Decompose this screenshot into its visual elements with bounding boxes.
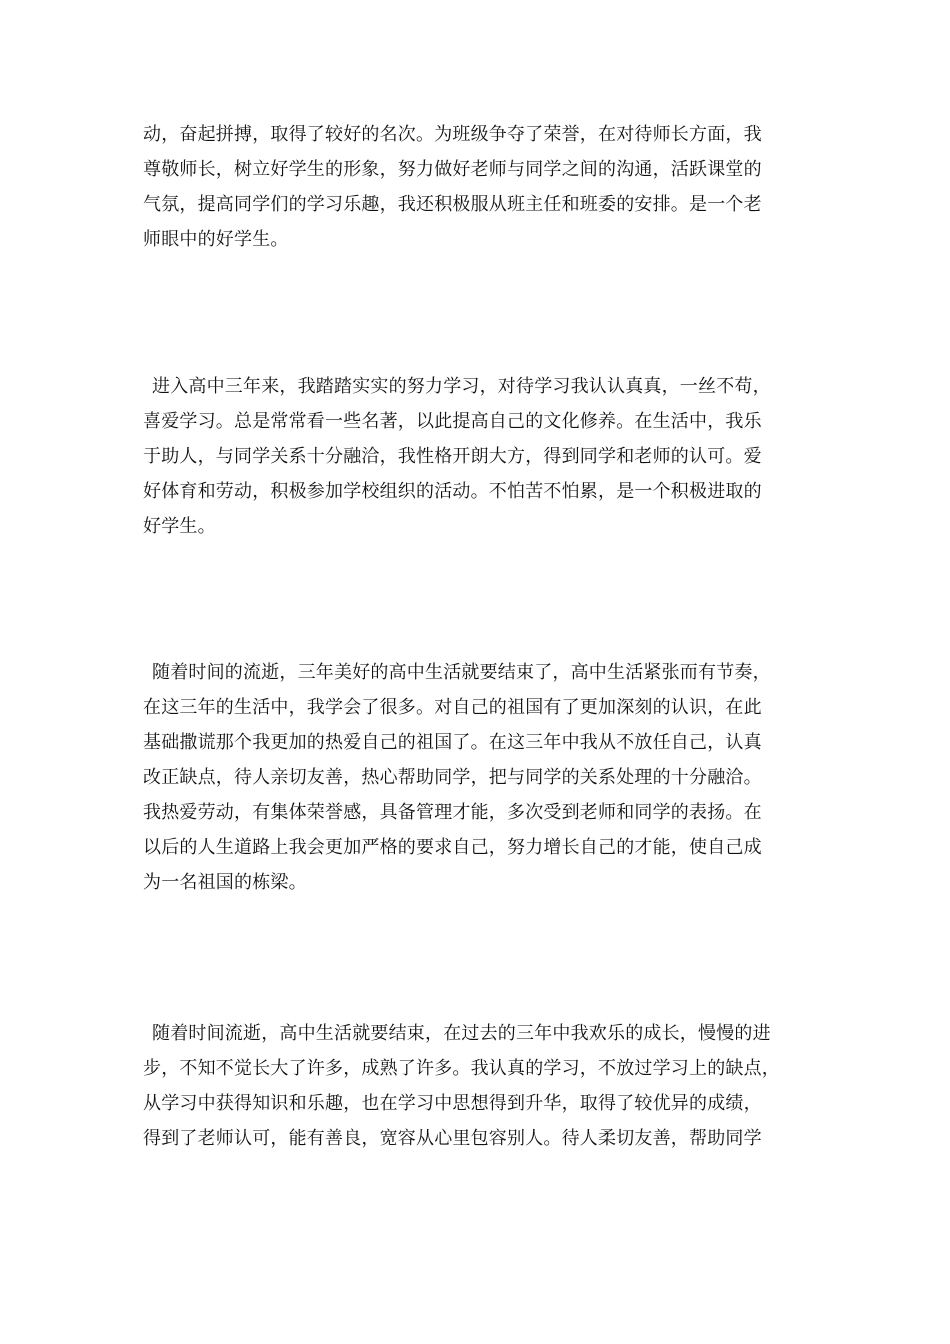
paragraph-line: 随着时间流逝，高中生活就要结束，在过去的三年中我欢乐的成长，慢慢的进 — [152, 1023, 771, 1044]
paragraph-line: 动，奋起拼搏，取得了较好的名次。为班级争夺了荣誉，在对待师长方面，我 — [143, 124, 762, 145]
paragraph-1 — [143, 117, 823, 257]
paragraph-line: 以后的人生道路上我会更加严格的要求自己，努力增长自己的才能，使自己成 — [143, 837, 762, 858]
paragraph-line: 我热爱劳动，有集体荣誉感，具备管理才能，多次受到老师和同学的表扬。在 — [143, 802, 762, 823]
paragraph-line: 进入高中三年来，我踏踏实实的努力学习，对待学习我认认真真，一丝不苟， — [152, 376, 771, 397]
paragraph-line: 改正缺点，待人亲切友善，热心帮助同学，把与同学的关系处理的十分融洽。 — [143, 767, 762, 788]
paragraph-line: 气氛，提高同学们的学习乐趣，我还积极服从班主任和班委的安排。是一个老 — [143, 194, 762, 215]
paragraph-4 — [143, 1016, 823, 1156]
paragraph-3 — [143, 655, 823, 900]
paragraph-line: 师眼中的好学生。 — [143, 229, 289, 250]
paragraph-line: 好体育和劳动，积极参加学校组织的活动。不怕苦不怕累，是一个积极进取的 — [143, 481, 762, 502]
paragraph-line: 得到了老师认可，能有善良，宽容从心里包容别人。待人柔切友善，帮助同学 — [143, 1128, 762, 1149]
paragraph-line: 随着时间的流逝，三年美好的高中生活就要结束了，高中生活紧张而有节奏， — [152, 662, 771, 683]
paragraph-line: 好学生。 — [143, 516, 216, 537]
paragraph-line: 于助人，与同学关系十分融洽，我性格开朗大方，得到同学和老师的认可。爱 — [143, 446, 762, 467]
paragraph-line: 在这三年的生活中，我学会了很多。对自己的祖国有了更加深刻的认识，在此 — [143, 697, 762, 718]
paragraph-line: 从学习中获得知识和乐趣，也在学习中思想得到升华，取得了较优异的成绩， — [143, 1093, 762, 1114]
paragraph-line: 步，不知不觉长大了许多，成熟了许多。我认真的学习，不放过学习上的缺点， — [143, 1058, 780, 1079]
paragraph-line: 喜爱学习。总是常常看一些名著，以此提高自己的文化修养。在生活中，我乐 — [143, 411, 762, 432]
paragraph-line: 基础撒谎那个我更加的热爱自己的祖国了。在这三年中我从不放任自己，认真 — [143, 732, 762, 753]
paragraph-line: 尊敬师长，树立好学生的形象，努力做好老师与同学之间的沟通，活跃课堂的 — [143, 159, 762, 180]
paragraph-2 — [143, 369, 823, 544]
paragraph-line: 为一名祖国的栋梁。 — [143, 872, 307, 893]
